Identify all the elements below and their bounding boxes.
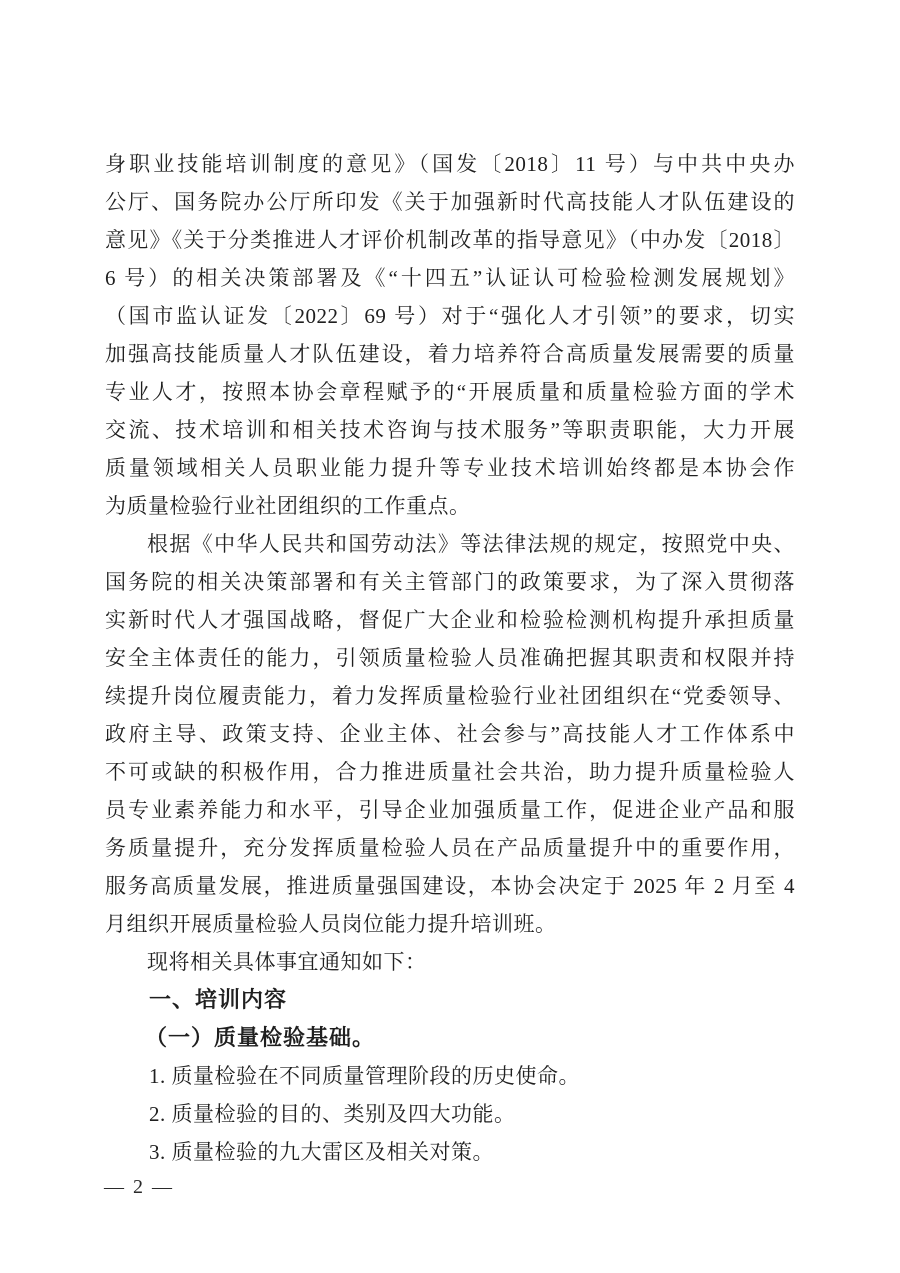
text-line: 加强高技能质量人才队伍建设，着力培养符合高质量发展需要的质量: [105, 342, 795, 366]
section-heading-training-content: 一、培训内容: [149, 987, 288, 1012]
text-line: 6 号）的相关决策部署及《“十四五”认证认可检验检测发展规划》: [105, 266, 795, 290]
text-line: 意见》《关于分类推进人才评价机制改革的指导意见》（中办发〔2018〕: [105, 228, 795, 252]
text-line: 员专业素养能力和水平，引导企业加强质量工作，促进企业产品和服: [105, 798, 795, 822]
text-line: 不可或缺的积极作用，合力推进质量社会共治，助力提升质量检验人: [105, 760, 795, 784]
text-line: 务质量提升，充分发挥质量检验人员在产品质量提升中的重要作用，: [105, 836, 795, 860]
numbered-item: 3. 质量检验的九大雷区及相关对策。: [149, 1140, 494, 1164]
text-line: （国市监认证发〔2022〕69 号）对于“强化人才引领”的要求，切实: [105, 304, 795, 328]
text-line: 质量领域相关人员职业能力提升等专业技术培训始终都是本协会作: [105, 456, 795, 480]
document-body: [105, 145, 795, 1171]
text-line: 根据《中华人民共和国劳动法》等法律法规的规定，按照党中央、: [147, 532, 795, 556]
paragraph: [105, 145, 795, 525]
text-line: 交流、技术培训和相关技术咨询与技术服务”等职责职能，大力开展: [105, 418, 795, 442]
text-line: 专业人才，按照本协会章程赋予的“开展质量和质量检验方面的学术: [105, 380, 795, 404]
numbered-item: 1. 质量检验在不同质量管理阶段的历史使命。: [149, 1064, 580, 1088]
text-line: 月组织开展质量检验人员岗位能力提升培训班。: [105, 912, 557, 936]
numbered-item: 2. 质量检验的目的、类别及四大功能。: [149, 1102, 516, 1126]
text-line: 身职业技能培训制度的意见》（国发〔2018〕11 号）与中共中央办: [105, 152, 795, 176]
text-line: 服务高质量发展，推进质量强国建设，本协会决定于 2025 年 2 月至 4: [105, 874, 795, 898]
text-line: 国务院的相关决策部署和有关主管部门的政策要求，为了深入贯彻落: [105, 570, 795, 594]
text-line: 政府主导、政策支持、企业主体、社会参与”高技能人才工作体系中: [105, 722, 795, 746]
page-number: — 2 —: [104, 1176, 174, 1198]
text-line: 安全主体责任的能力，引领质量检验人员准确把握其职责和权限并持: [105, 646, 795, 670]
text-line: 公厅、国务院办公厅所印发《关于加强新时代高技能人才队伍建设的: [105, 190, 795, 214]
subsection-heading-quality-inspection-basics: （一）质量检验基础。: [145, 1025, 376, 1050]
text-line: 续提升岗位履责能力，着力发挥质量检验行业社团组织在“党委领导、: [105, 684, 795, 708]
text-line: 实新时代人才强国战略，督促广大企业和检验检测机构提升承担质量: [105, 608, 795, 632]
text-line: 为质量检验行业社团组织的工作重点。: [105, 494, 471, 518]
notice-intro-line: 现将相关具体事宜通知如下：: [147, 950, 427, 974]
paragraph: [105, 525, 795, 943]
